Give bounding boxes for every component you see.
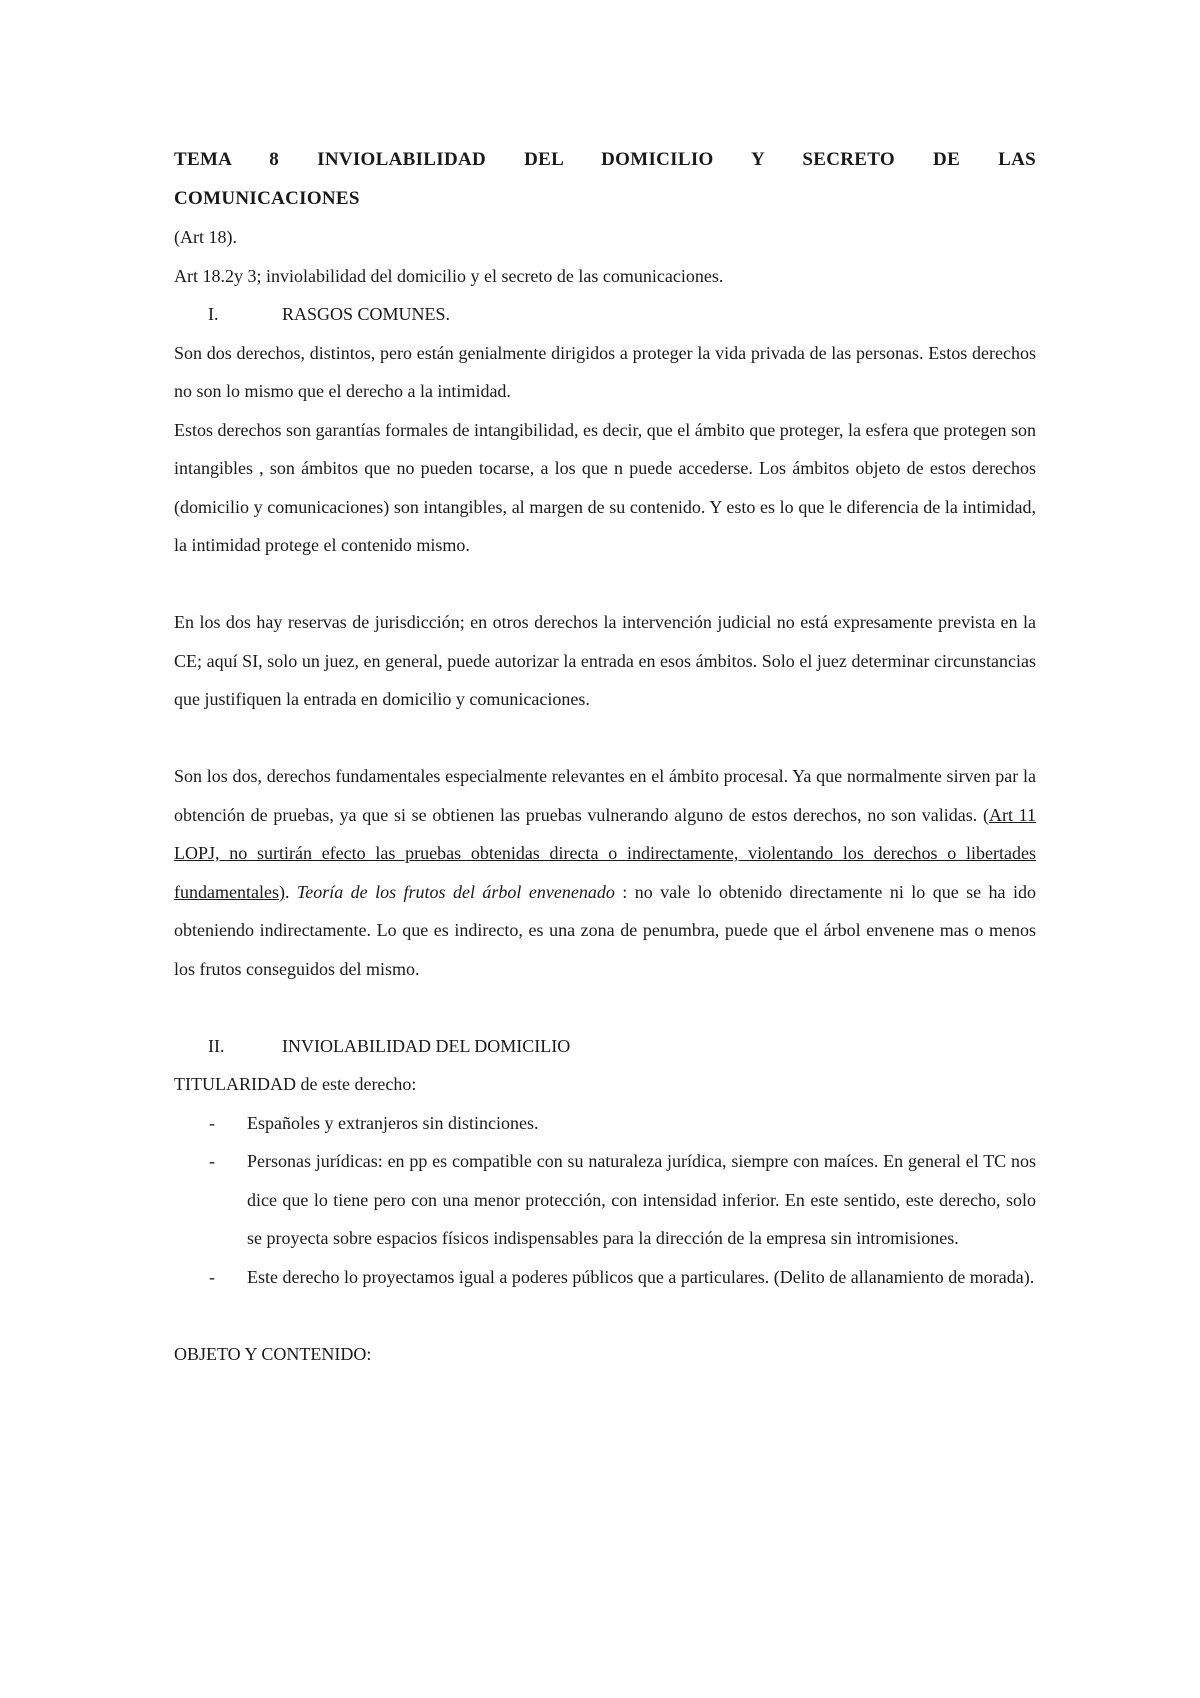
section-label: INVIOLABILIDAD DEL DOMICILIO [282,1035,571,1056]
section-heading-1 [174,295,1036,334]
section-number: I. [208,304,219,324]
paragraph: Son dos derechos, distintos, pero están genialmente dirigidos a proteger la vida privada de las personas. Estos derechos no son lo mismo que el derecho a la intimidad. [174,342,1036,401]
italic-term: Teoría de los frutos del árbol envenenado [296,881,615,902]
list-item [174,1104,1036,1143]
paragraph: Estos derechos son garantías formales de intangibilidad, es decir, que el ámbito que proteger, la esfera que protegen son intangibles , son ámbitos que no pueden tocarse, a los que n puede accederse. Los ámbitos objeto de estos derechos (domicilio y comunicaciones) son intangibles, al margen de su contenido. Y esto es lo que le diferencia de la intimidad, la intimidad protege el contenido mismo. [174,419,1036,555]
paragraph: En los dos hay reservas de jurisdicción; en otros derechos la intervención judicial no está expresamente prevista en la CE; aquí SI, solo un juez, en general, puede autorizar la entrada en esos ámbitos. Solo el juez determinar circunstancias que justifiquen la entrada en domicilio y comunicaciones. [174,612,1036,709]
bullet-dash: - [209,1151,215,1171]
blank-line [174,565,1036,604]
subheading: OBJETO Y CONTENIDO: [174,1343,372,1364]
blank-line [174,719,1036,758]
document-body [174,140,1036,1373]
list-item [174,1258,1036,1297]
underlined-citation: Art 11 LOPJ, no surtirán efecto las pruebas obtenidas directa o indirectamente, violentando los derechos o libertades fundamentales) [174,804,1036,902]
list-item-text: Españoles y extranjeros sin distinciones. [247,1112,539,1133]
text-run: : no vale lo obtenido directamente ni lo que se ha ido obteniendo indirectamente. Lo que es indirecto, es una zona de penumbra, puede que el árbol envenene mas o menos los frutos conseguidos del mismo. [174,881,1036,979]
paragraph [174,757,1036,988]
article-reference: (Art 18). [174,227,237,247]
section-label: RASGOS COMUNES. [282,304,451,324]
list-item-text: Personas jurídicas: en pp es compatible con su naturaleza jurídica, siempre con maíces. En general el TC nos dice que lo tiene pero con una menor protección, con intensidad inferior. En este sentido, este derecho, solo se proyecta sobre espacios físicos indispensables para la dirección de la empresa sin intromisiones. [247,1151,1036,1248]
subheading: TITULARIDAD de este derecho: [174,1074,417,1094]
text-run: . [284,881,297,902]
text-run: Son los dos, derechos fundamentales especialmente relevantes en el ámbito procesal. Ya que normalmente sirven par la obtención de pruebas, ya que si se obtienen las pruebas vulnerando alguno de estos derechos, no son validas. ( [174,766,1036,825]
section-number: II. [208,1035,225,1056]
bullet-dash: - [209,1266,215,1287]
bullet-dash: - [209,1112,215,1133]
section-heading-2 [174,1027,1036,1066]
title-line-2: COMUNICACIONES [174,188,360,209]
blank-line [174,1296,1036,1335]
article-detail: Art 18.2y 3; inviolabilidad del domicilio y el secreto de las comunicaciones. [174,265,724,286]
list-item [174,1142,1036,1258]
title-line-1: TEMA 8 INVIOLABILIDAD DEL DOMICILIO Y SECRETO DE LAS [174,149,1036,170]
document-title [174,140,1036,218]
list-item-text: Este derecho lo proyectamos igual a poderes públicos que a particulares. (Delito de allanamiento de morada). [247,1266,1035,1287]
blank-line [174,988,1036,1027]
